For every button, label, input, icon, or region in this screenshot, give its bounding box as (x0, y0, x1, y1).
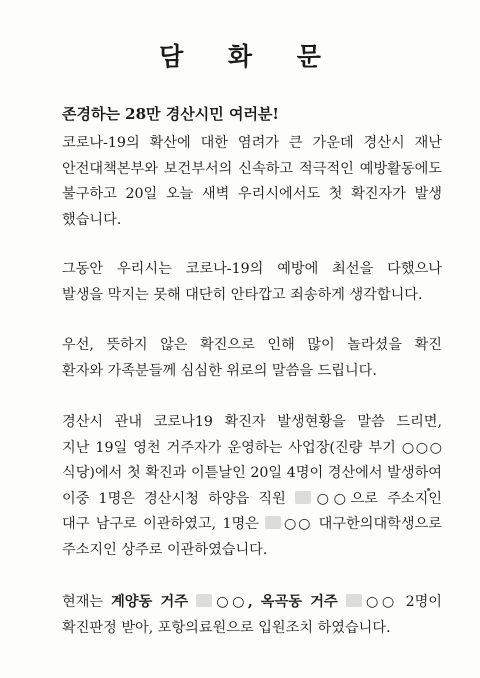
paragraph-line: 확진판정 받아, 포항의료원으로 입원조치 하였습니다. (62, 619, 391, 636)
paragraph-5 (62, 590, 442, 641)
line-segment: ○○ 2명이 (362, 594, 443, 610)
paragraph-line: 환자와 가족분들께 심심한 위로의 말씀을 드립니다. (62, 362, 377, 379)
line-segment-bold: ○○, (212, 594, 253, 610)
paragraph-1 (62, 131, 442, 233)
paragraph-2 (62, 257, 442, 308)
redaction-mark (346, 594, 362, 607)
paragraph-line: 주소지인 상주로 이관하였습니다. (62, 541, 268, 558)
scan-speck (427, 488, 430, 491)
paragraph-line: 발생을 막지는 못해 대단히 안타깝고 죄송하게 생각합니다. (62, 286, 423, 303)
redaction-mark (265, 516, 281, 529)
paragraph-3 (62, 333, 442, 384)
paragraph-4 (62, 410, 442, 563)
paragraph-line: 안전대책본부와 보건부서의 신속하고 적극적인 예방활동에도 (62, 160, 442, 177)
line-segment-bold: 계양동 거주 (111, 594, 188, 610)
line-segment: 현재는 (62, 594, 104, 610)
redaction-mark (295, 491, 311, 504)
paragraph-line (62, 487, 442, 513)
line-segment-bold: 옥곡동 거주 (260, 594, 338, 610)
line-segment: 이중 1명은 경산시청 하양읍 직원 (62, 490, 286, 507)
redaction-mark (196, 594, 212, 607)
line-segment: ○○으로 주소지인 (311, 490, 443, 507)
greeting: 존경하는 28만 경산시민 여러분! (62, 105, 280, 123)
paragraph-line: 식당)에서 첫 확진과 이튿날인 20일 4명이 경산에서 발생하여 (62, 465, 442, 481)
paragraph-line: 그동안 우리시는 코로나-19의 예방에 최선을 다했으나 (62, 261, 442, 277)
line-segment: 대구 남구로 이관하였고, 1명은 (62, 516, 259, 532)
paragraph-line: 코로나-19의 확산에 대한 염려가 큰 가운데 경산시 재난 (62, 135, 442, 151)
paragraph-line: 경산시 관내 코로나19 확진자 발생현황을 말씀 드리면, (62, 414, 442, 430)
paragraph-line (62, 512, 442, 538)
document-title: 담 화 문 (159, 42, 339, 71)
paragraph-line: 지난 19일 영천 거주자가 운영하는 사업장(진량 부기 ○○○ (62, 439, 442, 456)
line-segment: ○○ 대구한의대학생으로 (282, 516, 442, 532)
paragraph-line: 했습니다. (62, 211, 122, 228)
paragraph-line: 우선, 뜻하지 않은 확진으로 인해 많이 놀라셨을 확진 (62, 337, 442, 353)
paragraph-line: 불구하고 20일 오늘 새벽 우리시에서도 첫 확진자가 발생 (62, 186, 442, 202)
paragraph-line (62, 590, 442, 616)
